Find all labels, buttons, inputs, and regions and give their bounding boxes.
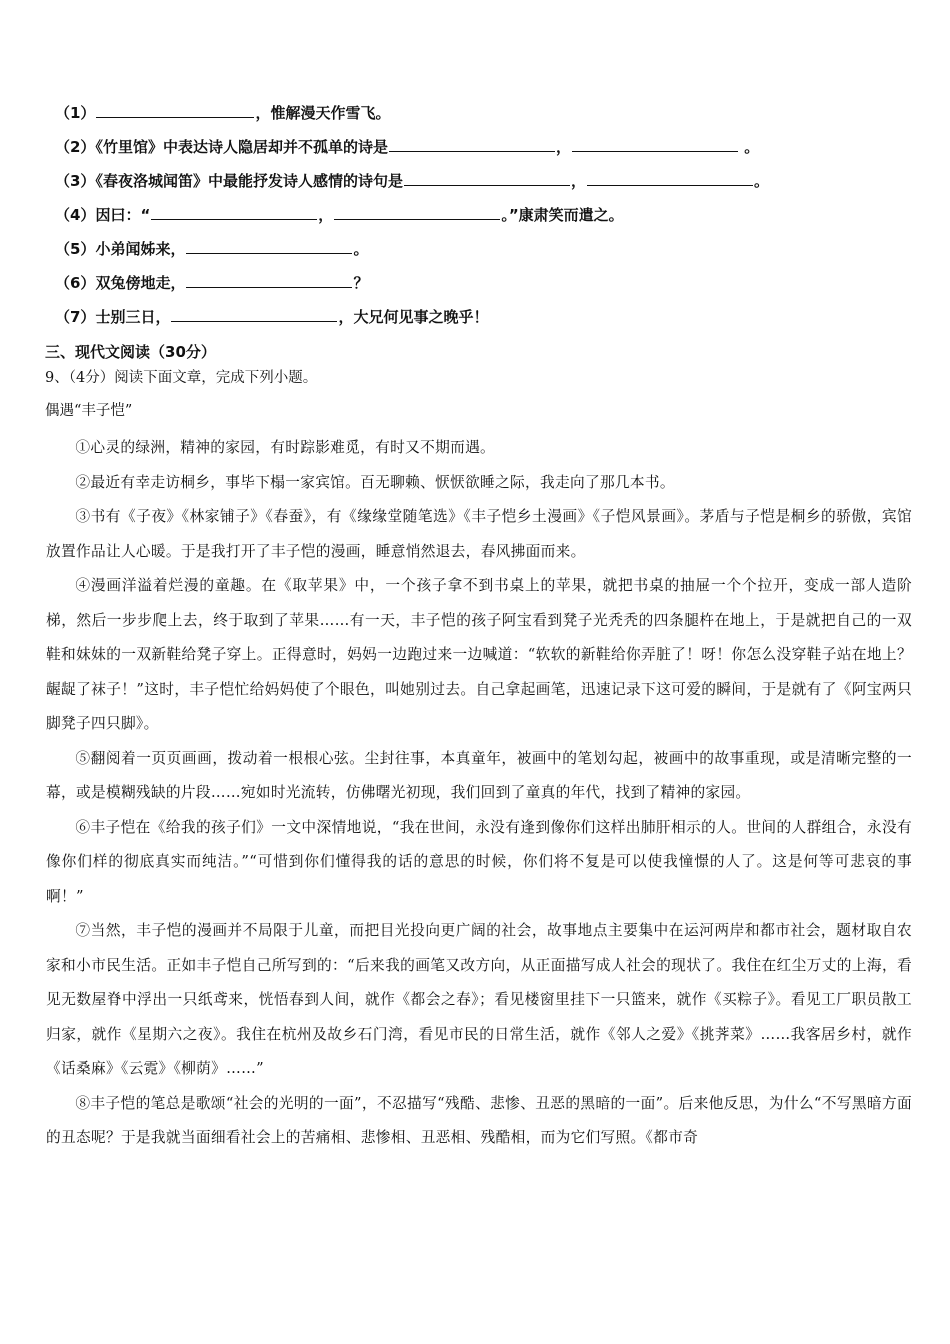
answer-blank[interactable]	[572, 137, 738, 152]
item-separator: ，	[318, 206, 334, 224]
fill-in-item-1	[55, 103, 390, 123]
answer-blank[interactable]	[186, 239, 352, 254]
item-text-before: 士别三日，	[95, 308, 171, 326]
answer-blank[interactable]	[151, 205, 317, 220]
question-intro: 9、（4分）阅读下面文章，完成下列小题。	[45, 370, 318, 386]
item-text-after: ，惟解漫天作雪飞。	[255, 104, 391, 122]
essay-title: 偶遇“丰子恺”	[45, 403, 133, 419]
fill-in-item-2	[55, 137, 759, 157]
item-text-before: 因曰：“	[95, 206, 151, 224]
item-number: （6）	[55, 274, 96, 292]
item-number: （4）	[55, 206, 96, 224]
item-separator: ，	[570, 172, 586, 190]
essay-paragraph-1: ①心灵的绿洲，精神的家园，有时踪影难觅，有时又不期而遇。	[75, 439, 496, 456]
item-number: （2）	[55, 138, 96, 156]
item-number: （3）	[55, 172, 96, 190]
answer-blank[interactable]	[587, 171, 753, 186]
item-text-before: 小弟闻姊来，	[95, 240, 186, 258]
item-number: （1）	[55, 104, 96, 122]
item-text-after: 。	[353, 240, 369, 258]
item-text-after: 。	[744, 138, 760, 156]
essay-paragraph-7: ⑦当然，丰子恺的漫画并不局限于儿童，而把目光投向更广阔的社会，故事地点主要集中在运河两岸和都市社会，题材取自农家和小市民生活。正如丰子恺自己所写到的：“后来我的画笔又改方向，从正面描写成人社会的现状了。我住在红尘万丈的上海，看见无数屋脊中浮出一只纸鸢来，恍悟春到人间，就作《都会之春》；看见楼窗里挂下一只篮来，就作《买粽子》。看见工厂职员散工归家，就作《星期六之夜》。我住在杭州及故乡石门湾，看见市民的日常生活，就作《邻人之爱》《挑荠菜》……我客居乡村，就作《话桑麻》《云霓》《柳荫》……”	[46, 922, 912, 1077]
answer-blank[interactable]	[186, 273, 352, 288]
item-number: （7）	[55, 308, 96, 326]
essay-body	[46, 431, 912, 1156]
fill-in-item-3	[55, 171, 769, 191]
answer-blank[interactable]	[389, 137, 555, 152]
item-text-before: 《春夜洛城闻笛》中最能抒发诗人感情的诗句是	[95, 172, 403, 190]
answer-blank[interactable]	[96, 103, 254, 118]
fill-in-item-5	[55, 239, 368, 259]
essay-paragraph-3: ③书有《子夜》《林家铺子》《春蚕》，有《缘缘堂随笔选》《丰子恺乡土漫画》《子恺风景画》。茅盾与子恺是桐乡的骄傲，宾馆放置作品让人心暖。于是我打开了丰子恺的漫画，睡意悄然退去，春风拂面而来。	[46, 508, 912, 560]
essay-paragraph-6: ⑥丰子恺在《给我的孩子们》一文中深情地说，“我在世间，永没有逢到像你们这样出肺肝相示的人。世间的人群组合，永没有像你们样的彻底真实而纯洁。”“可惜到你们懂得我的话的意思的时候，你们将不复是可以使我憧憬的人了。这是何等可悲哀的事啊！”	[46, 818, 912, 905]
essay-paragraph-4: ④漫画洋溢着烂漫的童趣。在《取苹果》中，一个孩子拿不到书桌上的苹果，就把书桌的抽屉一个个拉开，变成一部人造阶梯，然后一步步爬上去，终于取到了苹果……有一天，丰子恺的孩子阿宝看到凳子光秃秃的四条腿杵在地上，于是就把自己的一双鞋和妹妹的一双新鞋给凳子穿上。正得意时，妈妈一边跑过来一边喊道：“软软的新鞋给你弄脏了！呀！你怎么没穿鞋子站在地上？龌龊了袜子！”这时，丰子恺忙给妈妈使了个眼色，叫她别过去。自己拿起画笔，迅速记录下这可爱的瞬间，于是就有了《阿宝两只脚凳子四只脚》。	[46, 577, 912, 732]
fill-in-item-7	[55, 307, 488, 327]
item-text-after: 。	[753, 172, 769, 190]
item-separator: ，	[555, 138, 571, 156]
essay-paragraph-2: ②最近有幸走访桐乡，事毕下榻一家宾馆。百无聊赖、恹恹欲睡之际，我走向了那几本书。	[75, 473, 675, 491]
item-text-before: 双兔傍地走，	[95, 274, 186, 292]
item-text-after: ，大兄何见事之晚乎！	[338, 308, 489, 326]
fill-in-item-6	[55, 273, 368, 293]
answer-blank[interactable]	[404, 171, 570, 186]
item-text-after: ？	[353, 274, 369, 292]
answer-blank[interactable]	[334, 205, 500, 220]
item-text-after: 。”康肃笑而遣之。	[501, 206, 624, 224]
essay-paragraph-8: ⑧丰子恺的笔总是歌颂“社会的光明的一面”，不忍描写“残酷、悲惨、丑恶的黑暗的一面”。后来他反思，为什么“不写黑暗方面的丑态呢？于是我就当面细看社会上的苦痛相、悲惨相、丑恶相、残酷相，而为它们写照。《都市奇	[46, 1094, 912, 1146]
item-number: （5）	[55, 240, 96, 258]
item-text-before: 《竹里馆》中表达诗人隐居却并不孤单的诗是	[95, 138, 388, 156]
answer-blank[interactable]	[171, 307, 337, 322]
essay-paragraph-5: ⑤翻阅着一页页画画，拨动着一根根心弦。尘封往事，本真童年，被画中的笔划勾起，被画中的故事重现，或是清晰完整的一幕，或是模糊残缺的片段……宛如时光流转，仿佛曙光初现，我们回到了童真的年代，找到了精神的家园。	[46, 749, 912, 801]
section-title: 三、现代文阅读（30分）	[45, 343, 216, 361]
fill-in-item-4	[55, 205, 624, 225]
